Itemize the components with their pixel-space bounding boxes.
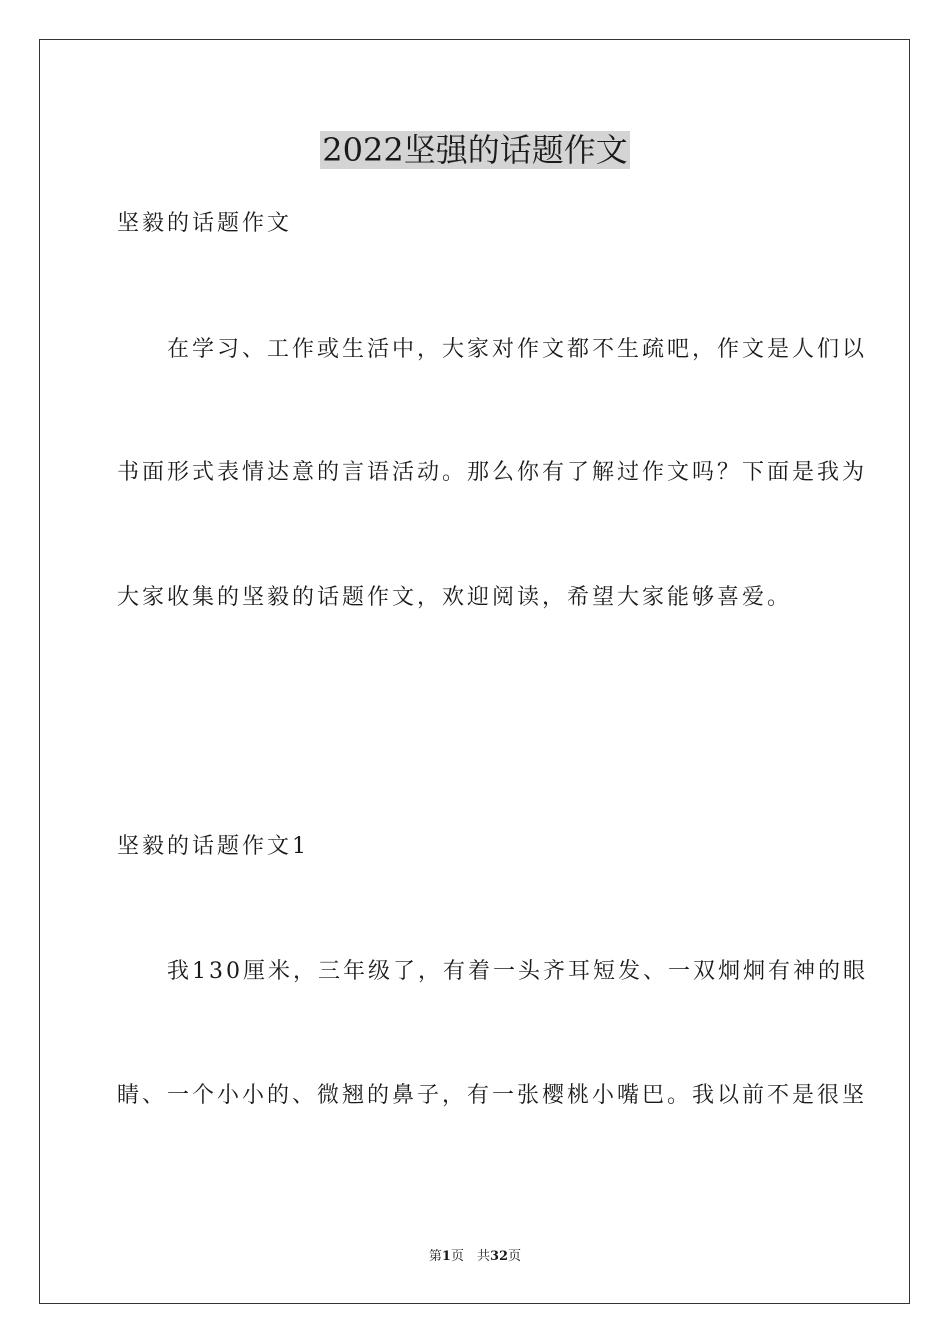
paragraph-line: 在学习、工作或生活中，大家对作文都不生疏吧，作文是人们以: [117, 337, 868, 362]
section-heading: 坚毅的话题作文1: [117, 834, 309, 859]
page-footer: [0, 1248, 950, 1266]
footer-mid: 页 共: [450, 1249, 490, 1264]
footer-suffix: 页: [508, 1249, 522, 1264]
paragraph-line: 大家收集的坚毅的话题作文，欢迎阅读，希望大家能够喜爱。: [117, 585, 793, 610]
paragraph-line: 我130厘米，三年级了，有着一头齐耳短发、一双炯炯有神的眼: [117, 959, 868, 984]
paragraph-line: 睛、一个小小的、微翘的鼻子，有一张樱桃小嘴巴。我以前不是很坚: [117, 1083, 868, 1108]
footer-page-current: 1: [441, 1249, 451, 1264]
document-title-text: 2022坚强的话题作文: [322, 131, 628, 169]
footer-prefix: 第: [428, 1249, 442, 1264]
paragraph-line: 书面形式表情达意的言语活动。那么你有了解过作文吗？下面是我为: [117, 460, 868, 485]
section-heading: 坚毅的话题作文: [117, 211, 293, 236]
document-title: [0, 128, 950, 172]
footer-page-total: 32: [489, 1249, 509, 1264]
